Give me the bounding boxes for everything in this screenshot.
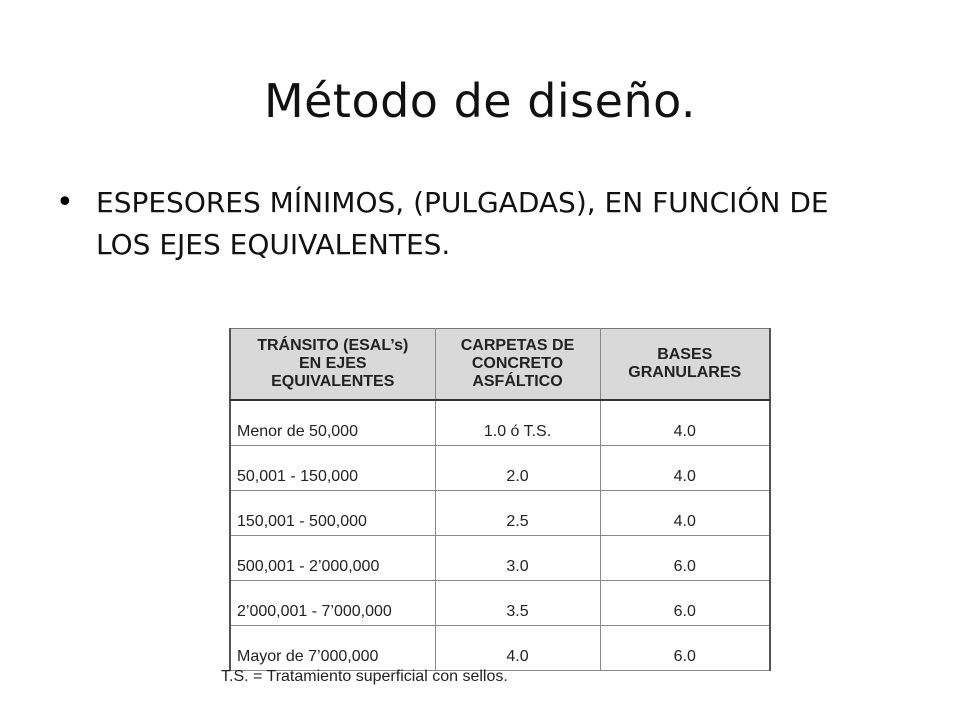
bullet-point [56, 182, 876, 266]
cell-transito: 50,001 - 150,000 [230, 446, 435, 491]
cell-transito: 2’000,001 - 7’000,000 [230, 581, 435, 626]
cell-carpetas: 3.5 [435, 581, 600, 626]
cell-bases: 4.0 [600, 491, 770, 536]
cell-carpetas: 2.5 [435, 491, 600, 536]
header-transito: TRÁNSITO (ESAL’s) EN EJES EQUIVALENTES [230, 329, 435, 401]
cell-transito: Mayor de 7’000,000 [230, 626, 435, 671]
table-row [230, 491, 770, 536]
table-row [230, 626, 770, 671]
header-carpetas: CARPETAS DE CONCRETO ASFÁLTICO [435, 329, 600, 401]
cell-transito: 500,001 - 2’000,000 [230, 536, 435, 581]
cell-bases: 6.0 [600, 581, 770, 626]
slide-title: Método de diseño. [263, 74, 697, 128]
table-row [230, 400, 770, 446]
cell-carpetas: 1.0 ó T.S. [435, 400, 600, 446]
cell-bases: 6.0 [600, 626, 770, 671]
cell-bases: 4.0 [600, 446, 770, 491]
cell-transito: 150,001 - 500,000 [230, 491, 435, 536]
table-row [230, 536, 770, 581]
cell-carpetas: 4.0 [435, 626, 600, 671]
header-bases: BASES GRANULARES [600, 329, 770, 401]
cell-carpetas: 2.0 [435, 446, 600, 491]
table-row [230, 446, 770, 491]
cell-bases: 4.0 [600, 400, 770, 446]
cell-carpetas: 3.0 [435, 536, 600, 581]
cell-transito: Menor de 50,000 [230, 400, 435, 446]
thickness-table-container [229, 328, 769, 671]
bullet-dot-icon: • [56, 185, 74, 220]
bullet-text: ESPESORES MÍNIMOS, (PULGADAS), EN FUNCIÓN DE LOS EJES EQUIVALENTES. [96, 186, 829, 261]
thickness-table [229, 328, 771, 671]
table-footnote: T.S. = Tratamiento superficial con sellos. [221, 668, 508, 685]
table-row [230, 581, 770, 626]
table-header-row [230, 329, 770, 401]
cell-bases: 6.0 [600, 536, 770, 581]
